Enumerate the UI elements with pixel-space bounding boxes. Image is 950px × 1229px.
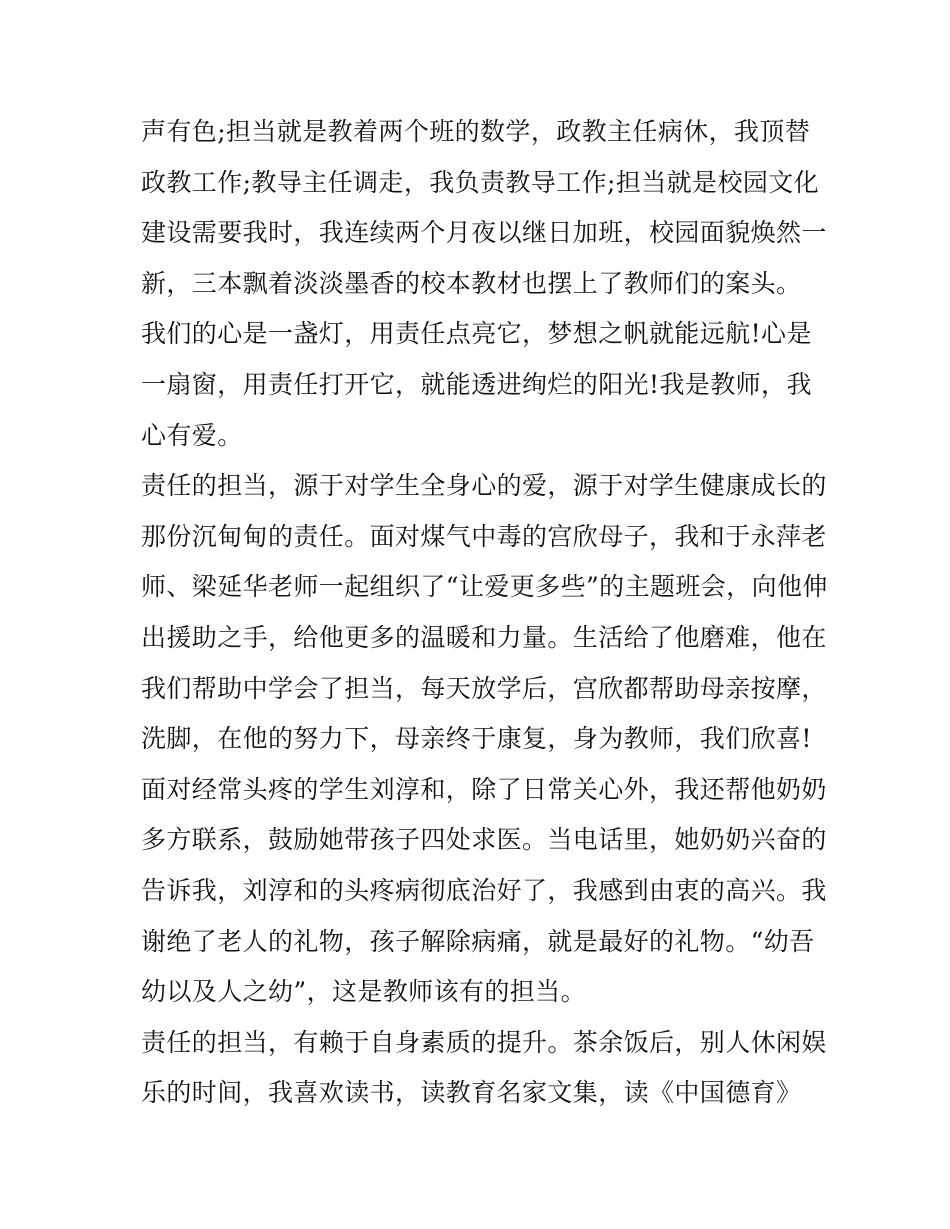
text-line: 乐的时间，我喜欢读书，读教育名家文集，读《中国德育》: [141, 1078, 802, 1108]
text-line: 政教工作;教导主任调走，我负责教导工作;担当就是校园文化: [141, 167, 820, 197]
text-line: 洗脚，在他的努力下，母亲终于康复，身为教师，我们欣喜!: [141, 724, 812, 754]
text-line: 建设需要我时，我连续两个月夜以继日加班，校园面貌焕然一: [141, 218, 827, 248]
text-line: 师、梁延华老师一起组织了“让爱更多些”的主题班会，向他伸: [141, 572, 828, 602]
text-line: 多方联系，鼓励她带孩子四处求医。当电话里，她奶奶兴奋的: [141, 825, 827, 855]
text-line: 责任的担当，有赖于自身素质的提升。茶余饭后，别人休闲娱: [141, 1027, 827, 1057]
text-line: 那份沉甸甸的责任。面对煤气中毒的宫欣母子，我和于永萍老: [141, 521, 827, 551]
text-line: 我们的心是一盏灯，用责任点亮它，梦想之帆就能远航!心是: [141, 319, 812, 349]
text-line: 责任的担当，源于对学生全身心的爱，源于对学生健康成长的: [141, 471, 827, 501]
text-line: 幼以及人之幼”，这是教师该有的担当。: [141, 977, 586, 1007]
text-line: 面对经常头疼的学生刘淳和，除了日常关心外，我还帮他奶奶: [141, 774, 827, 804]
text-line: 我们帮助中学会了担当，每天放学后，宫欣都帮助母亲按摩，: [141, 673, 827, 703]
text-line: 心有爱。: [141, 420, 243, 450]
body-text: [141, 107, 828, 1119]
text-line: 谢绝了老人的礼物，孩子解除病痛，就是最好的礼物。“幼吾: [141, 926, 815, 956]
text-line: 声有色;担当就是教着两个班的数学，政教主任病休，我顶替: [141, 117, 811, 146]
text-line: 告诉我，刘淳和的头疼病彻底治好了，我感到由衷的高兴。我: [141, 875, 827, 905]
text-line: 出援助之手，给他更多的温暖和力量。生活给了他磨难，他在: [141, 622, 827, 652]
text-line: 一扇窗，用责任打开它，就能透进绚烂的阳光!我是教师，我: [141, 369, 812, 399]
text-line: 新，三本飘着淡淡墨香的校本教材也摆上了教师们的案头。: [141, 268, 802, 298]
